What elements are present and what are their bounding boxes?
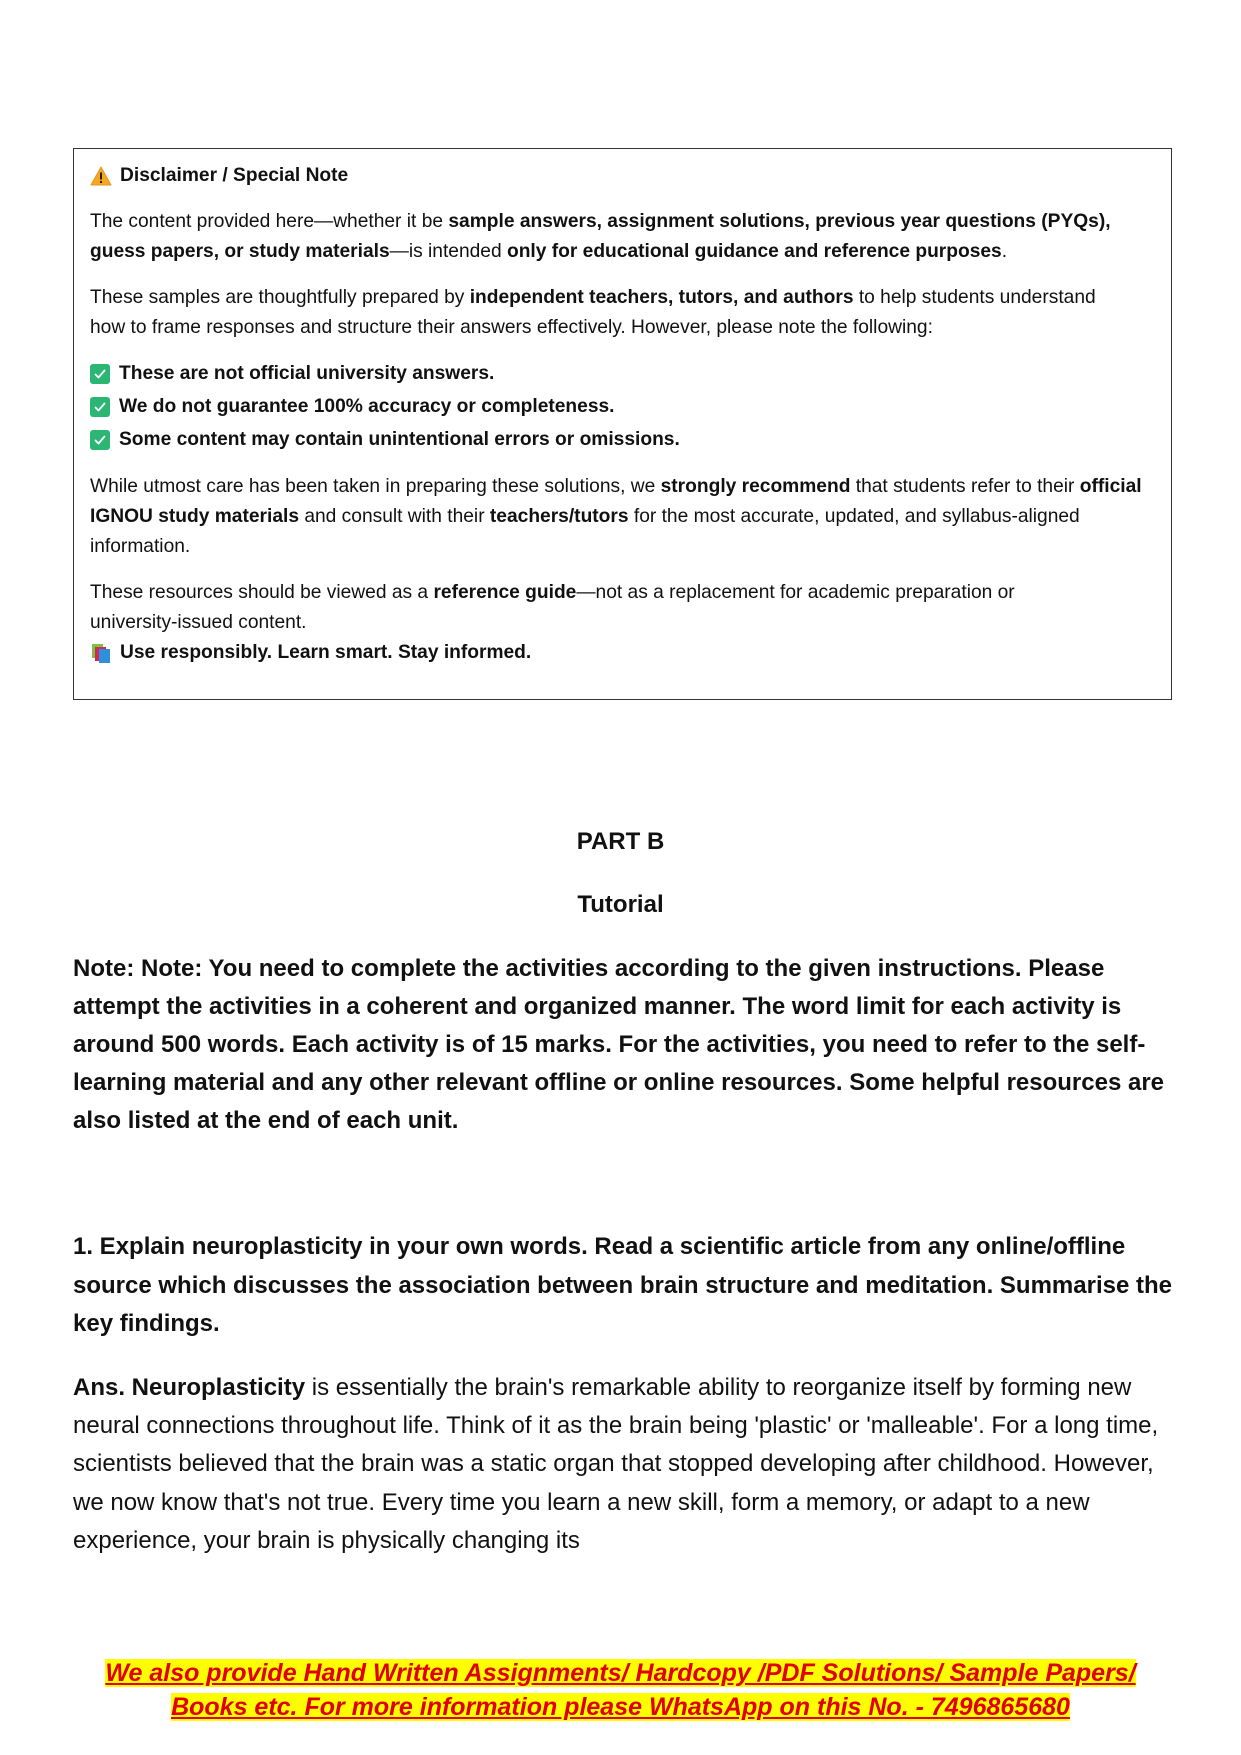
answer-lead: Ans. Neuroplasticity [73, 1374, 306, 1401]
text-run: While utmost care has been taken in preparing these solutions, we [90, 476, 661, 497]
bold-run: reference guide [433, 582, 577, 603]
bold-run: strongly recommend [660, 476, 851, 497]
check-icon [90, 364, 110, 384]
text-run: that students refer to their [850, 476, 1080, 497]
text-run: . [1001, 241, 1008, 262]
answer-paragraph [73, 1369, 1183, 1560]
checklist-item-text: Some content may contain unintentional errors or omissions. [119, 428, 680, 450]
bold-run: independent teachers, tutors, and authors [469, 287, 854, 308]
checklist-item [90, 357, 1155, 390]
disclaimer-footer-text: Use responsibly. Learn smart. Stay informed. [120, 642, 532, 663]
promo-banner [0, 1656, 1241, 1724]
text-run: —is intended [389, 241, 507, 262]
text-run: for the most accurate, updated, and syllabus-aligned information. [90, 506, 1080, 557]
disclaimer-checklist [90, 357, 1155, 456]
disclaimer-title [90, 161, 1155, 191]
check-icon [90, 397, 110, 417]
bold-run: sample answers, assignment solutions, previous year questions (PYQs), guess papers, or study materials [90, 211, 1111, 262]
disclaimer-paragraph-3 [90, 472, 1155, 562]
checklist-item-text: These are not official university answers. [119, 362, 495, 384]
text-run: These samples are thoughtfully prepared by [90, 287, 470, 308]
text-run: The content provided here—whether it be [90, 211, 449, 232]
bold-run: official IGNOU study materials [90, 476, 1142, 527]
disclaimer-paragraph-1 [90, 207, 1155, 267]
disclaimer-box [73, 148, 1172, 700]
check-icon [90, 430, 110, 450]
answer-body: is essentially the brain's remarkable ability to reorganize itself by forming new neural connections throughout life. Think of it as the brain being 'plastic' or 'malleable'. For a long time, scientists believed that the brain was a static organ that stopped developing after childhood. However, we now know that's not true. Every time you learn a new skill, form a memory, or adapt to a new experience, your brain is physically changing its [73, 1374, 1159, 1554]
disclaimer-paragraph-2 [90, 283, 1155, 343]
text-run: These resources should be viewed as a [90, 582, 434, 603]
disclaimer-title-text: Disclaimer / Special Note [120, 165, 349, 186]
text-run: —not as a replacement for academic preparation or university-issued content. [90, 582, 1015, 633]
question-text: 1. Explain neuroplasticity in your own words. Read a scientific article from any online/offline source which discusses the association between brain structure and meditation. Summarise the key findings. [73, 1233, 1172, 1337]
text-run: and consult with their [299, 506, 490, 527]
bold-run: only for educational guidance and reference purposes [506, 241, 1002, 262]
promo-line-2: Books etc. For more information please WhatsApp on this No. - 7496865680 [171, 1693, 1070, 1721]
warning-icon [90, 166, 112, 186]
disclaimer-paragraph-4 [90, 578, 1155, 638]
part-heading: PART B [576, 828, 665, 855]
checklist-item [90, 423, 1155, 456]
checklist-item [90, 390, 1155, 423]
text-run: to help students understand how to frame responses and structure their answers effectively. However, please note the following: [90, 287, 1096, 338]
disclaimer-footer [90, 638, 1155, 668]
section-subtitle: Tutorial [577, 891, 664, 918]
books-icon [90, 642, 112, 664]
checklist-item-text: We do not guarantee 100% accuracy or completeness. [119, 395, 615, 417]
promo-line-1: We also provide Hand Written Assignments/ Hardcopy /PDF Solutions/ Sample Papers/ [105, 1659, 1136, 1687]
bold-run: teachers/tutors [489, 506, 629, 527]
instructions-note: Note: Note: You need to complete the activities according to the given instructions. Please attempt the activities in a coherent and organized manner. The word limit for each activity is around 500 words. Each activity is of 15 marks. For the activities, you need to refer to the self-learning material and any other relevant offline or online resources. Some helpful resources are also listed at the end of each unit. [73, 955, 1165, 1134]
